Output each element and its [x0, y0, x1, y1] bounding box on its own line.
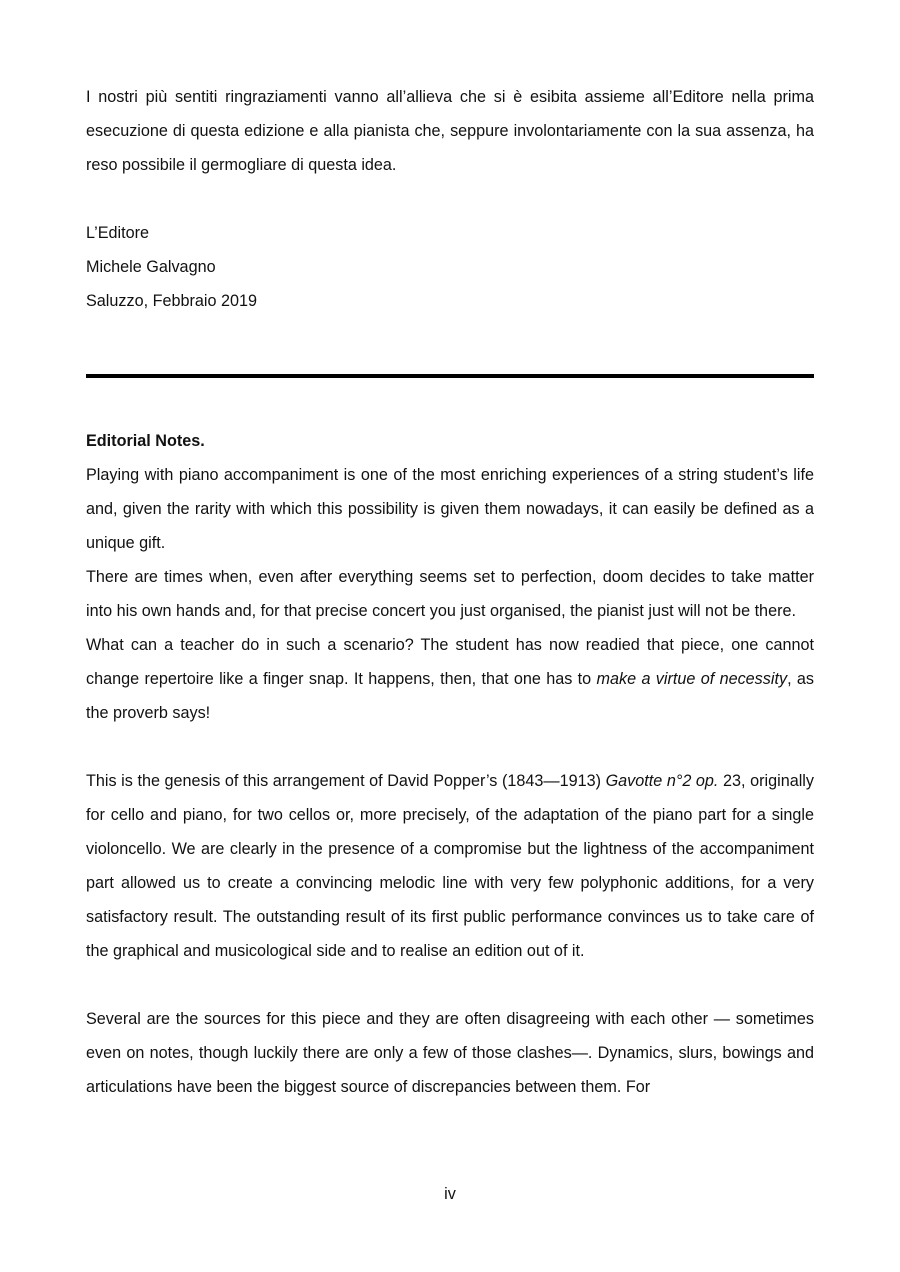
- spacer: [86, 968, 814, 1002]
- notes-paragraph-5: Several are the sources for this piece and they are often disagreeing with each other — sometimes even on notes, though luckily there are only a few of those clashes—. Dynamics, slurs, bowings and articulations have been the biggest source of discrepancies between them. For: [86, 1010, 814, 1096]
- notes-paragraph-3: [86, 628, 814, 730]
- notes-paragraph-2: There are times when, even after everything seems set to perfection, doom decides to take matter into his own hands and, for that precise concert you just organised, the pianist just will not be there.: [86, 568, 814, 620]
- acknowledgement-paragraph: I nostri più sentiti ringraziamenti vanno all’allieva che si è esibita assieme all’Editore nella prima esecuzione di questa edizione e alla pianista che, seppure involontariamente con la sua assenza, ha reso possibile il germogliare di questa idea.: [86, 88, 814, 174]
- work-title-italic: Gavotte n°2 op.: [605, 772, 719, 790]
- signature-name: Michele Galvagno: [86, 258, 216, 276]
- editorial-notes-heading: Editorial Notes.: [86, 432, 205, 450]
- notes-paragraph-4-text-a: This is the genesis of this arrangement of David Popper’s (1843—1913): [86, 772, 606, 790]
- notes-paragraph-1: Playing with piano accompaniment is one of the most enriching experiences of a string student’s life and, given the rarity with which this possibility is given them nowadays, it can easily be defined as a unique gift.: [86, 466, 814, 552]
- page-number: iv: [444, 1185, 456, 1203]
- signature-role: L’Editore: [86, 224, 149, 242]
- proverb-italic: make a virtue of necessity: [596, 670, 788, 688]
- acknowledgement-section: [86, 80, 814, 318]
- signature-place-date: Saluzzo, Febbraio 2019: [86, 292, 257, 310]
- notes-paragraph-4-text-b: 23, originally for cello and piano, for two cellos or, more precisely, of the adaptation of the piano part for a single violoncello. We are clearly in the presence of a compromise but the lightness of the accompaniment part allowed us to create a convincing melodic line with very few polyphonic additions, for a very satisfactory result. The outstanding result of its first public performance convinces us to take care of the graphical and musicological side and to realise an edition out of it.: [86, 772, 814, 960]
- editorial-notes-section: [86, 424, 814, 1104]
- notes-paragraph-3-text-b: , as the proverb says!: [86, 670, 815, 722]
- spacer: [86, 730, 814, 764]
- notes-paragraph-3-text-a: What can a teacher do in such a scenario? The student has now readied that piece, one cannot change repertoire like a finger snap. It happens, then, that one has to: [86, 636, 814, 688]
- spacer: [86, 182, 814, 216]
- section-divider: [86, 374, 814, 378]
- notes-paragraph-4: [86, 764, 814, 968]
